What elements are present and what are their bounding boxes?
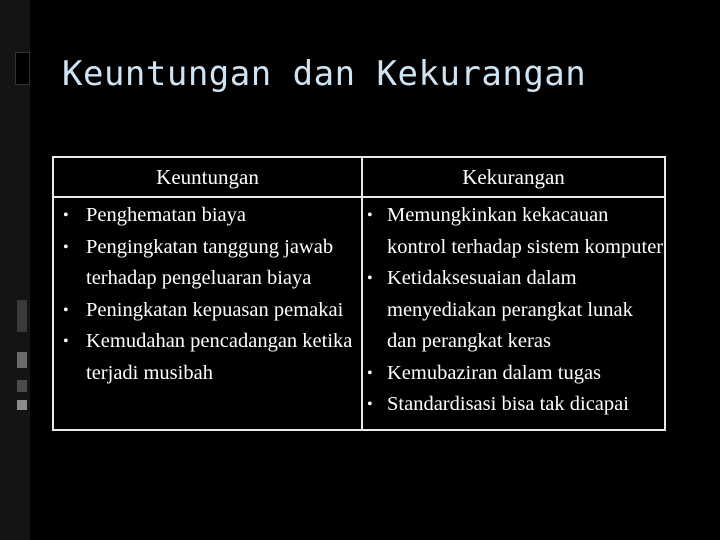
bullet-icon: •	[63, 301, 69, 319]
decorative-stripe	[17, 380, 27, 392]
comparison-table	[52, 156, 666, 431]
kekurangan-list	[363, 200, 664, 421]
decorative-stripe	[17, 300, 27, 332]
list-item: • Ketidaksesuaian dalam menyediakan perangkat lunak dan perangkat keras	[363, 263, 664, 358]
list-item: • Standardisasi bisa tak dicapai	[363, 389, 664, 421]
header-keuntungan: Keuntungan	[53, 157, 362, 197]
list-item: • Pengingkatan tanggung jawab terhadap pengeluaran biaya	[54, 232, 361, 295]
bullet-icon: •	[367, 396, 373, 413]
list-item: • Kemudahan pencadangan ketika terjadi musibah	[54, 326, 361, 389]
decorative-stripe	[17, 400, 27, 410]
header-kekurangan: Kekurangan	[362, 157, 665, 197]
keuntungan-list	[54, 200, 361, 389]
decorative-square	[15, 52, 30, 85]
keuntungan-cell	[53, 197, 362, 430]
bullet-icon: •	[63, 238, 69, 256]
slide-title: Keuntungan dan Kekurangan	[62, 54, 587, 94]
list-item: • Peningkatan kepuasan pemakai	[54, 295, 361, 327]
decorative-stripe	[17, 352, 27, 368]
bullet-icon: •	[367, 364, 373, 382]
kekurangan-cell	[362, 197, 665, 430]
list-item: • Kemubaziran dalam tugas	[363, 358, 664, 390]
bullet-icon: •	[367, 270, 373, 287]
bullet-icon: •	[63, 207, 69, 224]
bullet-icon: •	[367, 207, 373, 224]
bullet-icon: •	[63, 333, 69, 350]
list-item: • Penghematan biaya	[54, 200, 361, 232]
list-item: • Memungkinkan kekacauan kontrol terhadap sistem komputer	[363, 200, 664, 263]
